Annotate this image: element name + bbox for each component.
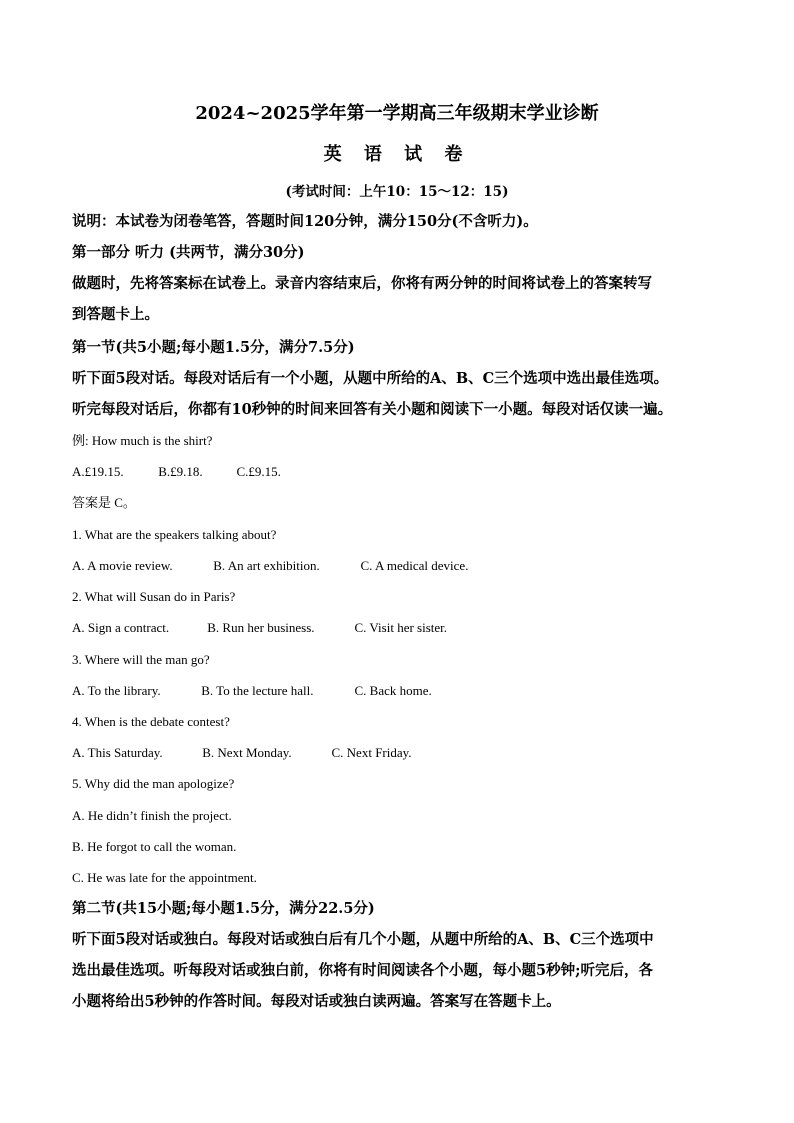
- part1-instruction-line1: 做题时，先将答案标在试卷上。录音内容结束后，你将有两分钟的时间将试卷上的答案转写: [72, 275, 652, 292]
- section2-instruction-line2: 选出最佳选项。听每段对话或独白前，你将有时间阅读各个小题，每小题5秒钟;听完后，各: [72, 962, 653, 979]
- question-3: 3. Where will the man go?: [72, 652, 210, 667]
- option: B. To the lecture hall.: [201, 683, 314, 698]
- option: A. Sign a contract.: [72, 620, 170, 635]
- question-3-options: [72, 680, 722, 702]
- option: A. He didn’t finish the project.: [72, 808, 232, 823]
- exam-subject: 英 语 试 卷: [323, 144, 471, 165]
- option: C. A medical device.: [360, 558, 469, 573]
- example-question: 例: How much is the shirt?: [72, 433, 213, 448]
- option: B. An art exhibition.: [213, 558, 320, 573]
- option: A. To the library.: [72, 683, 161, 698]
- section1-instruction-line1: 听下面5段对话。每段对话后有一个小题，从题中所给的A、B、C三个选项中选出最佳选项。: [72, 370, 669, 387]
- option: A. This Saturday.: [72, 745, 163, 760]
- option: A.£19.15.: [72, 464, 124, 479]
- section1-title: 第一节(共5小题;每小题1.5分，满分7.5分): [72, 339, 355, 356]
- example-answer: 答案是 C。: [72, 495, 136, 510]
- option: C.£9.15.: [236, 464, 281, 479]
- option: C. Next Friday.: [331, 745, 412, 760]
- exam-time: (考试时间：上午10：15～12：15): [285, 184, 509, 200]
- option: B. Next Monday.: [202, 745, 292, 760]
- part1-instruction-line2: 到答题卡上。: [72, 306, 159, 323]
- section1-instruction-line2: 听完每段对话后，你都有10秒钟的时间来回答有关小题和阅读下一小题。每段对话仅读一遍。: [72, 401, 673, 418]
- option: C. He was late for the appointment.: [72, 870, 257, 885]
- option: C. Visit her sister.: [354, 620, 448, 635]
- section2-instruction-line3: 小题将给出5秒钟的作答时间。每段对话或独白读两遍。答案写在答题卡上。: [72, 993, 561, 1010]
- question-4: 4. When is the debate contest?: [72, 714, 230, 729]
- option: A. A movie review.: [72, 558, 173, 573]
- option: B. He forgot to call the woman.: [72, 839, 237, 854]
- section2-instruction-line1: 听下面5段对话或独白。每段对话或独白后有几个小题，从题中所给的A、B、C三个选项中: [72, 931, 654, 948]
- option: B.£9.18.: [158, 464, 203, 479]
- question-4-options: [72, 742, 722, 764]
- option: C. Back home.: [354, 683, 432, 698]
- option: B. Run her business.: [207, 620, 315, 635]
- question-1: 1. What are the speakers talking about?: [72, 527, 277, 542]
- part1-title: 第一部分 听力 (共两节，满分30分): [72, 244, 305, 261]
- question-5: 5. Why did the man apologize?: [72, 776, 235, 791]
- question-2: 2. What will Susan do in Paris?: [72, 589, 236, 604]
- section2-title: 第二节(共15小题;每小题1.5分，满分22.5分): [72, 900, 375, 917]
- instructions-note: 说明：本试卷为闭卷笔答，答题时间120分钟，满分150分(不含听力)。: [72, 213, 538, 230]
- question-2-options: [72, 617, 722, 639]
- question-1-options: [72, 555, 722, 577]
- exam-title: 2024~2025学年第一学期高三年级期末学业诊断: [195, 103, 599, 124]
- example-options: [72, 461, 722, 483]
